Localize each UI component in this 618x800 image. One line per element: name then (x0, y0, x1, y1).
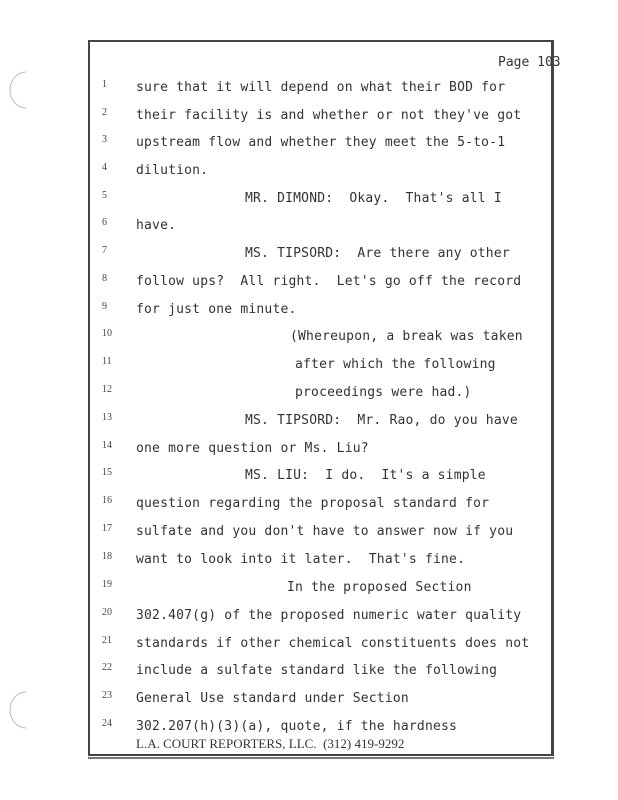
line-number: 21 (102, 635, 112, 646)
line-number: 18 (102, 551, 112, 562)
transcript-line: 302.207(h)(3)(a), quote, if the hardness (136, 719, 458, 734)
transcript-line: follow ups? All right. Let's go off the record (136, 274, 522, 289)
line-number: 3 (102, 134, 107, 145)
page-border-shadow (88, 757, 554, 759)
transcript-line: their facility is and whether or not they've got (136, 108, 522, 123)
transcript-line: 302.407(g) of the proposed numeric water quality (136, 608, 522, 623)
transcript-line: sulfate and you don't have to answer now if you (136, 524, 514, 539)
transcript-line: include a sulfate standard like the following (136, 663, 498, 678)
transcript-line: proceedings were had.) (295, 385, 472, 400)
transcript-line: one more question or Ms. Liu? (136, 441, 369, 456)
transcript-line: (Whereupon, a break was taken (290, 329, 523, 344)
line-number: 14 (102, 440, 112, 451)
line-number: 11 (102, 356, 112, 367)
line-number: 5 (102, 190, 107, 201)
line-number: 24 (102, 718, 112, 729)
transcript-line: sure that it will depend on what their BOD for (136, 80, 506, 95)
line-number: 8 (102, 273, 107, 284)
page-number: Page 103 (498, 55, 561, 70)
line-number: 9 (102, 301, 107, 312)
transcript-line: after which the following (295, 357, 496, 372)
line-number: 19 (102, 579, 112, 590)
line-number: 4 (102, 162, 107, 173)
line-number: 10 (102, 328, 112, 339)
transcript-line: question regarding the proposal standard for (136, 496, 490, 511)
line-number: 13 (102, 412, 112, 423)
punch-hole-bottom (8, 690, 28, 730)
transcript-line: General Use standard under Section (136, 691, 409, 706)
transcript-line: want to look into it later. That's fine. (136, 552, 466, 567)
line-number: 12 (102, 384, 112, 395)
line-number: 17 (102, 523, 112, 534)
transcript-line: standards if other chemical constituents does not (136, 636, 530, 651)
line-number: 22 (102, 662, 112, 673)
reporter-footer: L.A. COURT REPORTERS, LLC. (312) 419-9292 (136, 736, 405, 751)
line-number: 2 (102, 107, 107, 118)
line-number: 7 (102, 245, 107, 256)
line-number: 15 (102, 467, 112, 478)
punch-hole-top (8, 70, 28, 110)
transcript-line: MS. TIPSORD: Are there any other (245, 246, 510, 261)
transcript-line: MS. LIU: I do. It's a simple (245, 468, 486, 483)
transcript-line: MR. DIMOND: Okay. That's all I (245, 191, 502, 206)
line-number: 16 (102, 495, 112, 506)
line-number: 23 (102, 690, 112, 701)
transcript-line: upstream flow and whether they meet the 5-to-1 (136, 135, 506, 150)
transcript-line: dilution. (136, 163, 209, 178)
line-number: 20 (102, 607, 112, 618)
line-number: 6 (102, 217, 107, 228)
transcript-line: have. (136, 218, 177, 233)
line-number: 1 (102, 79, 107, 90)
transcript-line: for just one minute. (136, 302, 297, 317)
transcript-line: In the proposed Section (287, 580, 472, 595)
transcript-line: MS. TIPSORD: Mr. Rao, do you have (245, 413, 518, 428)
